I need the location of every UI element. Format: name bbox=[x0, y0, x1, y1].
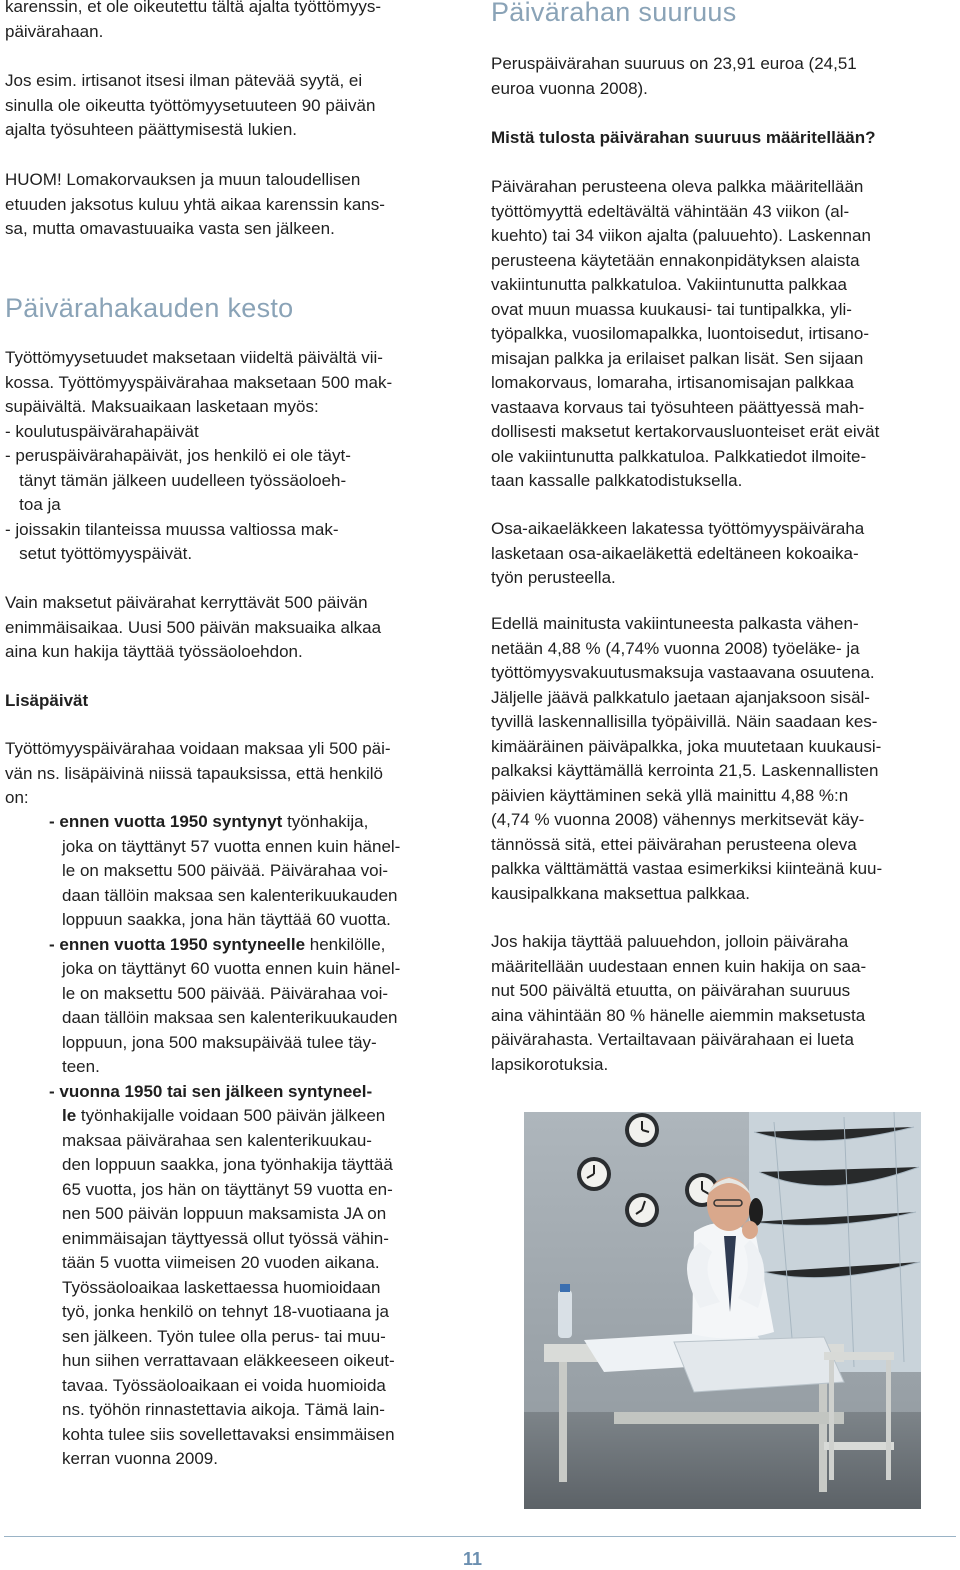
text-line: työpalkka, vuosilomapalkka, luontoisedut, irtisano- bbox=[491, 324, 869, 343]
text-line: kerran vuonna 2009. bbox=[62, 1449, 218, 1468]
section-heading-kesto: Päivärahakauden kesto bbox=[5, 293, 294, 323]
text-line: loppuun, jona 500 maksupäivää tulee täy- bbox=[62, 1032, 377, 1052]
text-line: päivien käyttäminen sekä yllä mainittu 4,88 %:n bbox=[491, 785, 849, 805]
text-line: lapsikorotuksia. bbox=[491, 1054, 609, 1074]
text-line: euroa vuonna 2008). bbox=[491, 78, 648, 98]
text-fragment: työnhakija, bbox=[282, 812, 369, 831]
text-line: ovat muun muassa kuukausi- tai tuntipalkka, yli- bbox=[491, 299, 852, 319]
text-line: Jos esim. irtisanot itsesi ilman pätevää syytä, ei bbox=[5, 71, 363, 90]
text-line: misajan palkka ja erilaiset palkan lisät. Sen sijaan bbox=[491, 348, 864, 368]
text-line: palkka välttämättä vastaa esimerkiksi kiinteänä kuu- bbox=[491, 859, 883, 878]
text-line: kausipalkkana maksettua palkkaa. bbox=[491, 883, 750, 903]
text-line: Työttömyyspäivärahaa voidaan maksaa yli 500 päi- bbox=[5, 739, 391, 758]
office-photo bbox=[524, 1112, 921, 1509]
text-line: palkaksi käyttämällä kerrointa 21,5. Laskennallisten bbox=[491, 761, 879, 780]
bold-lead: - ennen vuotta 1950 syntynyt bbox=[49, 812, 283, 831]
text-line: aina vähintään 80 % hänelle aiemmin maksetusta bbox=[491, 1005, 866, 1025]
text-line: työ, jonka henkilö on tehnyt 18-vuotiaana ja bbox=[62, 1302, 390, 1321]
text-line: työttömyysvakuutusmaksuja vastaavana osuutena. bbox=[491, 663, 875, 682]
list-item: - koulutuspäivärahapäivät bbox=[5, 421, 199, 441]
clock-icon bbox=[625, 1113, 659, 1147]
text-line: on: bbox=[5, 788, 29, 807]
text-line: kohta tulee siis sovellettavaksi ensimmäisen bbox=[62, 1424, 395, 1444]
text-line: taan kassalle palkkatodistuksella. bbox=[491, 471, 743, 490]
text-line: teen. bbox=[62, 1057, 100, 1076]
text-line: työn perusteella. bbox=[491, 568, 616, 587]
text-line: daan tällöin maksaa sen kalenterikuukauden bbox=[62, 885, 398, 905]
text-fragment: henkilölle, bbox=[305, 934, 386, 954]
text-line: tään 5 vuotta viimeisen 20 vuoden aikana. bbox=[62, 1253, 380, 1272]
text-line: Peruspäivärahan suuruus on 23,91 euroa (24,51 bbox=[491, 54, 857, 73]
list-item: - peruspäivärahapäivät, jos henkilö ei ole täyt- bbox=[5, 446, 351, 465]
list-item: tänyt tämän jälkeen uudelleen työssäoloeh- bbox=[5, 470, 347, 490]
office-photo-image bbox=[524, 1112, 921, 1509]
text-line: den loppuun saakka, jona työnhakija täyttää bbox=[62, 1155, 393, 1174]
text-line: nen 500 päivän loppuun maksamista JA on bbox=[62, 1204, 387, 1223]
text-fragment: työnhakijalle voidaan 500 päivän jälkeen bbox=[76, 1106, 386, 1125]
text-line: Jos hakija täyttää paluuehdon, jolloin päiväraha bbox=[491, 932, 849, 951]
text-line: (4,74 % vuonna 2008) vähennys merkitsevät käy- bbox=[491, 810, 865, 829]
text-line: vakiintunutta palkkatuloa. Vakiintunutta palkkaa bbox=[491, 275, 847, 294]
text-line: Työttömyysetuudet maksetaan viideltä päivältä vii- bbox=[5, 348, 383, 367]
text-line: sinulla ole oikeutta työttömyysetuuteen 90 päivän bbox=[5, 95, 376, 115]
bold-lead: - vuonna 1950 tai sen jälkeen syntyneel- bbox=[49, 1081, 373, 1101]
text-line: HUOM! Lomakorvauksen ja muun taloudellisen bbox=[5, 170, 361, 189]
text-line: Jäljelle jäävä palkkatulo jaetaan ajanjaksoon sisäl- bbox=[491, 687, 870, 707]
bold-lead: - ennen vuotta 1950 syntyneelle bbox=[49, 934, 306, 954]
text-line: maksaa päivärahaa sen kalenterikuukau- bbox=[62, 1130, 372, 1150]
text-line: vastaava korvaus tai työsuhteen päättyessä mah- bbox=[491, 397, 865, 417]
bold-lead-cont: le bbox=[62, 1106, 77, 1125]
text-line: dollisesti maksetut kertakorvausluonteiset erät eivät bbox=[491, 422, 880, 441]
section-heading-lisapaivat: Lisäpäivät bbox=[5, 691, 89, 710]
text-line: kossa. Työttömyyspäivärahaa maksetaan 500 mak- bbox=[5, 372, 393, 392]
text-line: karenssin, et ole oikeutettu tältä ajalta työttömyys- bbox=[5, 0, 382, 16]
text-line: ole vakiintunutta palkkatuloa. Palkkatiedot ilmoite- bbox=[491, 446, 867, 466]
list-item: - joissakin tilanteissa muussa valtiossa mak- bbox=[5, 519, 339, 539]
text-line: sen jälkeen. Työn tulee olla perus- tai muu- bbox=[62, 1326, 386, 1346]
section-heading-suuruus: Päivärahan suuruus bbox=[491, 0, 737, 27]
text-line: päivärahaan. bbox=[5, 21, 104, 41]
text-line: ns. työhön rinnastettavia aikoja. Tämä lain- bbox=[62, 1400, 385, 1419]
footer-rule bbox=[4, 1536, 956, 1537]
text-line: tavaa. Työssäoloaikaan ei voida huomioida bbox=[62, 1375, 386, 1395]
list-item: toa ja bbox=[5, 495, 61, 514]
text-line: aina kun hakija täyttää työssäoloehdon. bbox=[5, 642, 303, 661]
text-line: joka on täyttänyt 60 vuotta ennen kuin hänel- bbox=[62, 959, 401, 978]
text-line: päivärahasta. Vertailtavaan päivärahaan ei lueta bbox=[491, 1030, 854, 1049]
text-line: netään 4,88 % (4,74% vuonna 2008) työeläke- ja bbox=[491, 638, 860, 658]
text-line: daan tällöin maksaa sen kalenterikuukauden bbox=[62, 1008, 398, 1027]
subheading-question: Mistä tulosta päivärahan suuruus määritellään? bbox=[491, 128, 876, 147]
text-line: hun siihen verrattavaan eläkkeeseen oikeut- bbox=[62, 1351, 395, 1370]
text-line: Työssäoloaikaa laskettaessa huomioidaan bbox=[62, 1277, 381, 1297]
text-line: kuehto) tai 34 viikon ajalta (paluuehto). Laskennan bbox=[491, 226, 871, 245]
text-line: Vain maksetut päivärahat kerryttävät 500 päivän bbox=[5, 593, 368, 612]
text-line: joka on täyttänyt 57 vuotta ennen kuin hänel- bbox=[62, 836, 401, 856]
text-line: määritellään uudestaan ennen kuin hakija on saa- bbox=[491, 956, 867, 976]
text-line: enimmäisaikaa. Uusi 500 päivän maksuaika alkaa bbox=[5, 617, 382, 637]
text-line: työttömyyttä edeltävältä vähintään 43 viikon (al- bbox=[491, 201, 850, 221]
text-line: sa, mutta omavastuuaika vasta sen jälkeen. bbox=[5, 219, 335, 238]
text-line: enimmäisajan täyttyessä ollut työssä vähin- bbox=[62, 1228, 389, 1248]
text-line: 65 vuotta, jos hän on täyttänyt 59 vuotta en- bbox=[62, 1179, 393, 1199]
text-line: Osa-aikaeläkkeen lakatessa työttömyyspäiväraha bbox=[491, 519, 865, 538]
text-line: lasketaan osa-aikaeläkettä edeltäneen kokoaika- bbox=[491, 543, 859, 563]
text-line: kimääräinen päiväpalkka, joka muutetaan kuukausi- bbox=[491, 736, 882, 756]
text-line: nut 500 päivältä etuutta, on päivärahan suuruus bbox=[491, 981, 851, 1000]
text-line: ajalta työsuhteen päättymisestä lukien. bbox=[5, 120, 298, 139]
text-line: tyvillä laskennallisilla työpäivillä. Näin saadaan kes- bbox=[491, 712, 878, 731]
text-line: lomakorvaus, lomaraha, irtisanomisajan palkkaa bbox=[491, 373, 854, 392]
text-line: tännössä sitä, ettei päivärahan perusteena oleva bbox=[491, 834, 857, 854]
page-number: 11 bbox=[463, 1549, 483, 1569]
text-line: loppuun saakka, jona hän täyttää 60 vuotta. bbox=[62, 910, 391, 929]
text-line: etuuden jaksotus kuluu yhtä aikaa karenssin kans- bbox=[5, 194, 385, 214]
text-line: vän ns. lisäpäivinä niissä tapauksissa, että henkilö bbox=[5, 763, 383, 783]
text-line: Päivärahan perusteena oleva palkka määritellään bbox=[491, 177, 864, 196]
text-line: supäivältä. Maksuaikaan lasketaan myös: bbox=[5, 397, 319, 416]
text-line: le on maksettu 500 päivää. Päivärahaa voi- bbox=[62, 983, 389, 1003]
text-line: Edellä mainitusta vakiintuneesta palkasta vähen- bbox=[491, 614, 859, 633]
list-item: setut työttömyyspäivät. bbox=[5, 544, 193, 563]
text-line: le on maksettu 500 päivää. Päivärahaa voi- bbox=[62, 861, 389, 880]
text-line: perusteena käytetään ennakonpidätyksen alaista bbox=[491, 250, 860, 270]
